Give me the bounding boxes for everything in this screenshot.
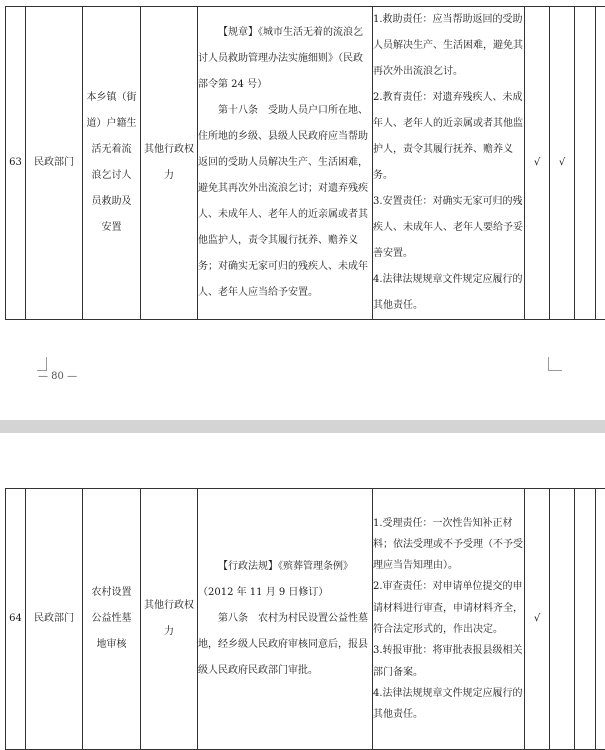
responsibility-cell (373, 489, 525, 750)
check-mark-cell (575, 7, 596, 320)
item-line: 活无着流 (91, 144, 132, 155)
legal-basis-cell (198, 489, 373, 750)
responsibility-item: 4.法律法规规章文件规定应履行的其他责任。 (373, 687, 523, 721)
basis-paragraph: 第八条 农村为村民设置公益性墓地，经乡级人民政府审核同意后，报县级人民政府民政部门审批。 (198, 613, 368, 676)
responsibility-item: 2.审查责任：对申请单位提交的申请材料进行审查，申请材料齐全，符合法定形式的，作出决定。 (373, 581, 523, 635)
power-type-line: 力 (164, 170, 174, 181)
responsibility-item: 3.转报审批：将审批表报县级相关部门备案。 (373, 645, 523, 678)
responsibility-item: 3.安置责任：对确实无家可归的残疾人、未成年人、老年人要给予妥善安置。 (373, 196, 523, 259)
power-type-line: 其他行政权 (144, 600, 194, 611)
check-mark-cell (596, 489, 605, 750)
item-name-cell (83, 489, 141, 750)
basis-paragraph: 【行政法规】《殡葬管理条例》（2012 年 11 月 9 日修订） (198, 561, 353, 598)
power-list-table (5, 6, 605, 320)
responsibility-item: 4.法律法规规章文件规定应履行的其他责任。 (373, 274, 523, 311)
department-cell: 民政部门 (26, 489, 83, 750)
basis-paragraph: 【规章】《城市生活无着的流浪乞讨人员救助管理办法实施细则》（民政部令第 24 号） (198, 27, 363, 90)
power-list-table (5, 488, 605, 750)
check-mark-cell: √ (525, 7, 550, 320)
crop-mark (548, 357, 562, 371)
page-separator (0, 420, 605, 433)
responsibility-item: 1.受理责任：一次性告知补正材料；依法受理或不予受理（不予受理应当告知理由）。 (373, 517, 523, 572)
document-page-2 (0, 433, 605, 750)
crop-mark (37, 357, 47, 371)
check-mark-cell: √ (525, 489, 550, 750)
item-line: 道）户籍生 (86, 118, 137, 129)
basis-paragraph: 第十八条 受助人员户口所在地、住所地的乡级、县级人民政府应当帮助返回的受助人员解决生产、生活困难，避免其再次外出流浪乞讨；对遗弃残疾人、未成年人、老年人的近亲属或者其他监护人，责令其履行抚养、赡养义务；对确实无家可归的残疾人、未成年人、老年人应当给予安置。 (198, 105, 368, 298)
page-number: — 80 — (38, 371, 78, 382)
power-type-cell (141, 489, 198, 750)
item-line: 安置 (101, 222, 122, 233)
responsibility-cell (373, 7, 525, 320)
responsibility-item: 2.教育责任：对遗弃残疾人、未成年人、老年人的近亲属或者其他监护人，责令其履行抚养、赡养义务。 (373, 92, 523, 181)
check-mark-cell (550, 489, 575, 750)
power-type-line: 力 (164, 626, 174, 637)
row-number: 63 (6, 7, 26, 320)
legal-basis-cell (198, 7, 373, 320)
item-line: 地审核 (96, 639, 127, 650)
responsibility-item: 1.救助责任：应当帮助返回的受助人员解决生产、生活困难，避免其再次外出流浪乞讨。 (373, 14, 523, 77)
item-line: 公益性墓 (91, 613, 132, 624)
item-line: 员救助及 (91, 196, 132, 207)
item-name-cell (83, 7, 141, 320)
table-row (6, 489, 605, 750)
check-mark-cell (596, 7, 605, 320)
power-type-cell (141, 7, 198, 320)
item-line: 浪乞讨人 (91, 170, 132, 181)
power-type-line: 其他行政权 (144, 144, 194, 155)
row-number: 64 (6, 489, 26, 750)
department-cell: 民政部门 (26, 7, 83, 320)
item-line: 本乡镇（街 (86, 92, 137, 103)
check-mark-cell (575, 489, 596, 750)
item-line: 农村设置 (91, 587, 132, 598)
check-mark-cell: √ (550, 7, 575, 320)
table-row (6, 7, 605, 320)
